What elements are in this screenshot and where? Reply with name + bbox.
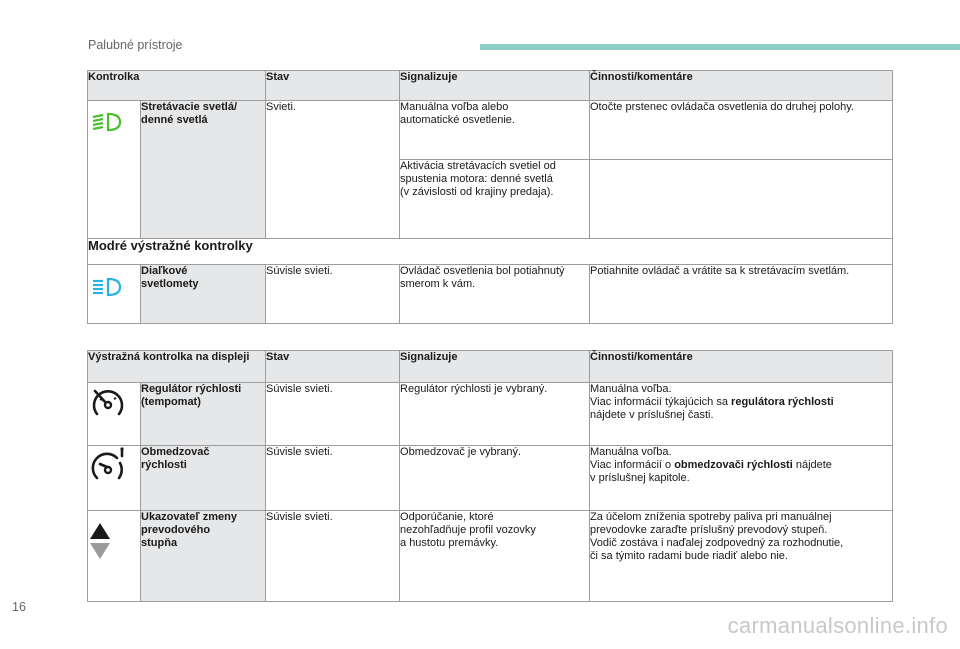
- row-signal: [400, 101, 590, 160]
- row-status: Súvisle svieti.: [266, 511, 400, 602]
- row-signal: [400, 160, 590, 239]
- row-action: Otočte prstenec ovládača osvetlenia do druhej polohy.: [590, 101, 893, 160]
- icon-cell: [88, 511, 141, 602]
- lamp-name-line: Diaľkové: [141, 265, 188, 277]
- icon-cell: [88, 101, 141, 239]
- signal-line: Ovládač osvetlenia bol potiahnutý: [400, 265, 565, 277]
- action-line: Manuálna voľba.: [590, 383, 672, 395]
- action-line: Vodič zostáva i naďalej zodpovedný za rozhodnutie,: [590, 537, 844, 549]
- signal-line: Odporúčanie, ktoré: [400, 511, 494, 523]
- action-line: či sa týmito radami bude riadiť alebo nie.: [590, 550, 788, 562]
- row-lamp-name: [141, 101, 266, 239]
- signal-line: Aktivácia stretávacích svetiel od: [400, 160, 556, 172]
- column-header-vystrazna-kontrolka: Výstražná kontrolka na displeji: [88, 351, 266, 383]
- row-status: Súvisle svieti.: [266, 383, 400, 446]
- cruise-control-reference: regulátora rýchlosti: [731, 396, 834, 408]
- signal-line: spustenia motora: denné svetlá: [400, 173, 553, 185]
- row-status: Svieti.: [266, 101, 400, 239]
- shift-down-arrow-icon: [90, 543, 110, 559]
- action-line: [590, 396, 892, 409]
- column-header-stav: Stav: [266, 351, 400, 383]
- signal-line: a hustotu premávky.: [400, 537, 499, 549]
- row-signal: [400, 265, 590, 324]
- header-accent-bar: [480, 44, 960, 50]
- table-header-row: [88, 351, 893, 383]
- row-lamp-name: [141, 383, 266, 446]
- lamp-name-line: prevodového: [141, 524, 211, 536]
- table-row: [88, 446, 893, 511]
- row-signal: Obmedzovač je vybraný.: [400, 446, 590, 511]
- signal-line: (v závislosti od krajiny predaja).: [400, 186, 554, 198]
- lamp-name-line: svetlomety: [141, 278, 199, 290]
- watermark: carmanualsonline.info: [727, 613, 948, 638]
- row-status: Súvisle svieti.: [266, 446, 400, 511]
- action-line: [590, 459, 892, 472]
- action-line: nájdete v príslušnej časti.: [590, 409, 714, 421]
- row-signal: Regulátor rýchlosti je vybraný.: [400, 383, 590, 446]
- page-header-title: Palubné prístroje: [88, 38, 183, 52]
- row-lamp-name: [141, 265, 266, 324]
- icon-cell: [88, 265, 141, 324]
- column-header-kontrolka: Kontrolka: [88, 71, 266, 101]
- row-action: [590, 446, 893, 511]
- signal-line: Manuálna voľba alebo: [400, 101, 509, 113]
- row-status: Súvisle svieti.: [266, 265, 400, 324]
- row-action: [590, 383, 893, 446]
- warning-lamps-table: [87, 70, 893, 324]
- lamp-name-line: Stretávacie svetlá/: [141, 101, 238, 113]
- lamp-name-line: (tempomat): [141, 396, 201, 408]
- table-row: [88, 265, 893, 324]
- cruise-control-speedometer-icon: [88, 383, 128, 423]
- table-header-row: [88, 71, 893, 101]
- row-action: Potiahnite ovládač a vrátite sa k stretávacím svetlám.: [590, 265, 893, 324]
- row-lamp-name: [141, 511, 266, 602]
- gear-shift-indicator-icon: [88, 521, 112, 561]
- action-line: prevodovke zaraďte príslušný prevodový stupeň.: [590, 524, 828, 536]
- lamp-name-line: rýchlosti: [141, 459, 187, 471]
- column-header-signalizuje: Signalizuje: [400, 71, 590, 101]
- section-row: [88, 239, 893, 265]
- signal-line: nezohľadňuje profil vozovky: [400, 524, 536, 536]
- action-text: nájdete: [792, 459, 832, 471]
- lamp-name-line: Ukazovateľ zmeny: [141, 511, 237, 523]
- lamp-name-line: Obmedzovač: [141, 446, 210, 458]
- lamp-name-line: Regulátor rýchlosti: [141, 383, 242, 395]
- speed-limiter-speedometer-icon: [88, 446, 128, 486]
- section-title: Modré výstražné kontrolky: [88, 239, 893, 265]
- column-header-signalizuje: Signalizuje: [400, 351, 590, 383]
- high-beam-headlight-icon: [88, 275, 124, 299]
- action-text: Viac informácií týkajúcich sa: [590, 396, 732, 408]
- action-line: v príslušnej kapitole.: [590, 472, 690, 484]
- row-action: [590, 511, 893, 602]
- icon-cell: [88, 383, 141, 446]
- action-line: Za účelom zníženia spotreby paliva pri manuálnej: [590, 511, 832, 523]
- display-warning-lamps-table: [87, 350, 893, 602]
- lamp-name-line: stupňa: [141, 537, 178, 549]
- table-row: [88, 101, 893, 160]
- low-beam-headlight-icon: [88, 110, 124, 134]
- speed-limiter-reference: obmedzovači rýchlosti: [674, 459, 793, 471]
- column-header-cinnosti: Činnosti/komentáre: [590, 71, 893, 101]
- page-number: 16: [12, 600, 26, 614]
- column-header-cinnosti: Činnosti/komentáre: [590, 351, 893, 383]
- signal-line: automatické osvetlenie.: [400, 114, 515, 126]
- table-row: [88, 511, 893, 602]
- table-row: [88, 383, 893, 446]
- action-line: Manuálna voľba.: [590, 446, 672, 458]
- shift-up-arrow-icon: [90, 523, 110, 539]
- action-text: Viac informácií o: [590, 459, 675, 471]
- row-action: [590, 160, 893, 239]
- column-header-stav: Stav: [266, 71, 400, 101]
- row-signal: [400, 511, 590, 602]
- row-lamp-name: [141, 446, 266, 511]
- icon-cell: [88, 446, 141, 511]
- lamp-name-line: denné svetlá: [141, 114, 208, 126]
- signal-line: smerom k vám.: [400, 278, 476, 290]
